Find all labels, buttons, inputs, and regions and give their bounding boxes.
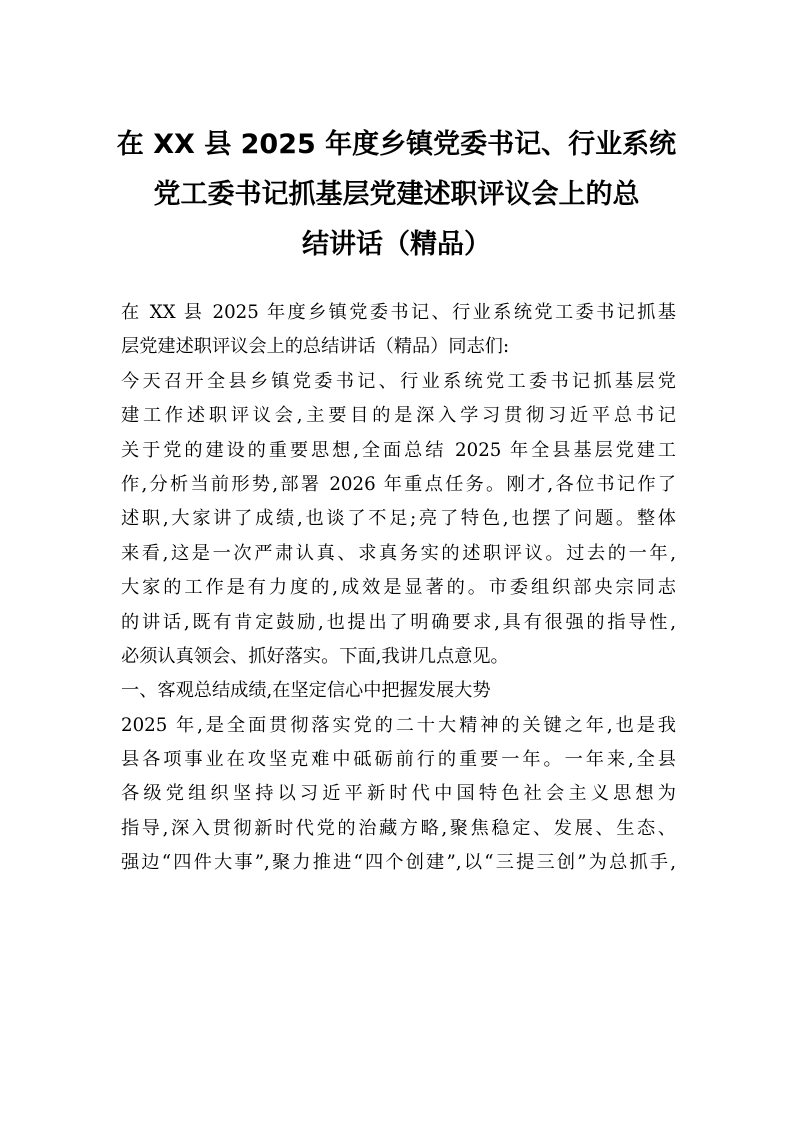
body-line: 在 XX 县 2025 年度乡镇党委书记、行业系统党工委书记抓基: [121, 302, 676, 323]
body-line: 作,分析当前形势,部署 2026 年重点任务。刚才,各位书记作了: [121, 473, 676, 495]
body-line: 县各项事业在攻坚克难中砥砺前行的重要一年。一年来,全县: [121, 749, 676, 771]
body-line: 各级党组织坚持以习近平新时代中国特色社会主义思想为: [121, 783, 676, 805]
body-line: 2025 年,是全面贯彻落实党的二十大精神的关键之年,也是我: [121, 714, 676, 736]
title-line-2: 党工委书记抓基层党建述职评议会上的总: [153, 179, 640, 210]
body-line: 层党建述职评议会上的总结讲话（精品）同志们:: [121, 336, 510, 358]
section-heading: 一、客观总结成绩,在坚定信心中把握发展大势: [121, 680, 491, 702]
title-line-3: 结讲话（精品）: [302, 229, 491, 260]
title-line-1: 在 XX 县 2025 年度乡镇党委书记、行业系统: [116, 129, 677, 160]
body-line: 必须认真领会、抓好落实。下面,我讲几点意见。: [121, 645, 509, 667]
body-line: 来看,这是一次严肃认真、求真务实的述职评议。过去的一年,: [121, 542, 676, 564]
body-line: 述职,大家讲了成绩,也谈了不足;亮了特色,也摆了问题。整体: [121, 508, 676, 530]
body-line: 关于党的建设的重要思想,全面总结 2025 年全县基层党建工: [121, 439, 676, 461]
body-line: 指导,深入贯彻新时代党的治藏方略,聚焦稳定、发展、生态、: [121, 817, 676, 839]
body-line: 强边“四件大事”,聚力推进“四个创建”,以“三提三创”为总抓手,: [121, 852, 676, 874]
body-line: 大家的工作是有力度的,成效是显著的。市委组织部央宗同志: [121, 577, 676, 599]
body-line: 今天召开全县乡镇党委书记、行业系统党工委书记抓基层党: [121, 370, 676, 392]
body-line: 的讲话,既有肯定鼓励,也提出了明确要求,具有很强的指导性,: [121, 611, 676, 633]
body-line: 建工作述职评议会,主要目的是深入学习贯彻习近平总书记: [121, 405, 676, 427]
document-body: [121, 296, 676, 881]
document-title: [100, 120, 693, 270]
